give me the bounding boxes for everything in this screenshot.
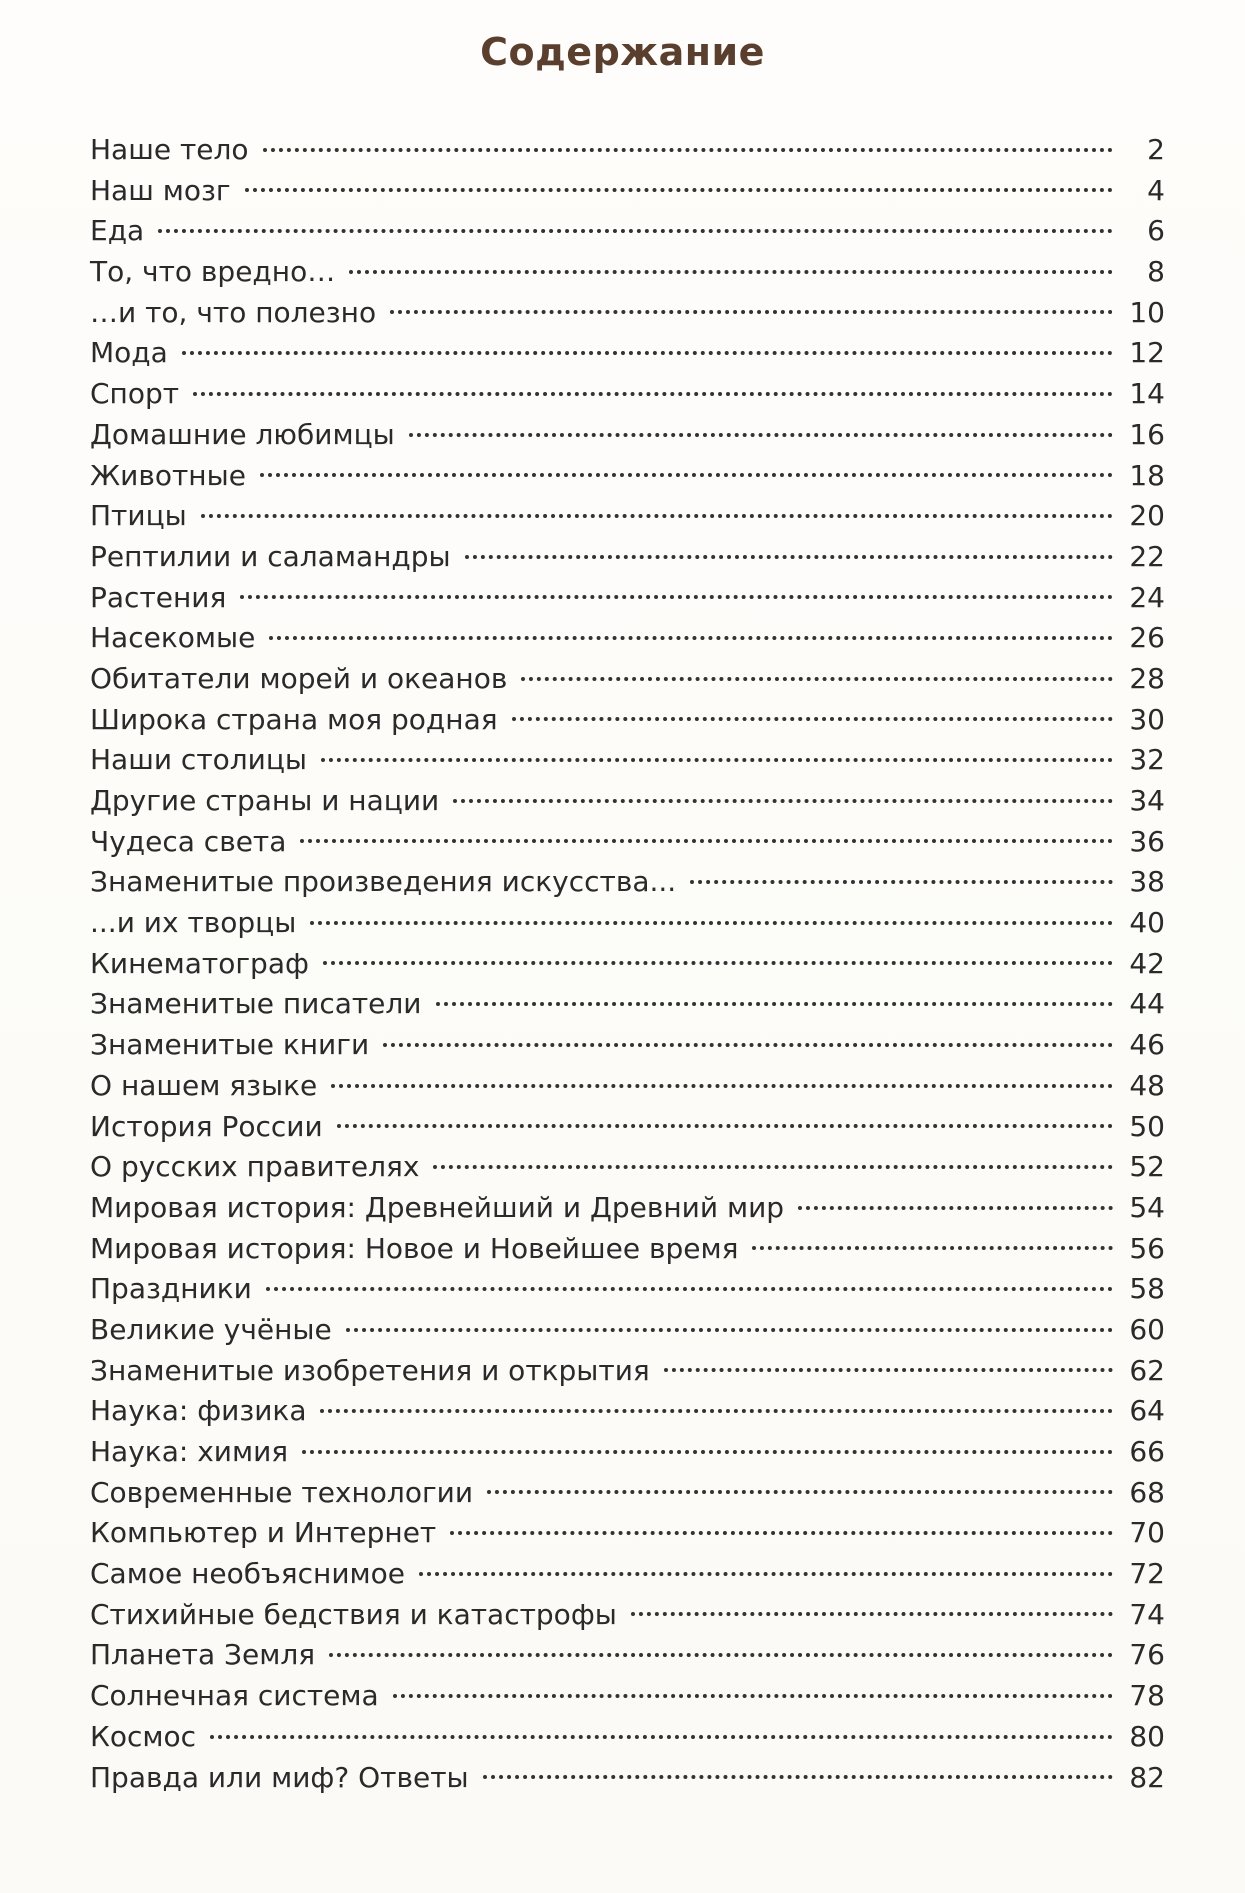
toc-entry-title: Наши столицы — [90, 743, 308, 777]
toc-entry-title: Знаменитые писатели — [90, 987, 422, 1021]
toc-entry — [90, 740, 1165, 781]
dot-leader — [383, 1043, 1113, 1047]
toc-entry-title: Мировая история: Древнейший и Древний мир — [90, 1190, 785, 1224]
toc-entry — [90, 333, 1165, 374]
toc-entry — [90, 1066, 1165, 1107]
toc-entry-page-number: 36 — [1129, 824, 1165, 858]
dot-leader — [512, 717, 1113, 721]
toc-entry-title: Другие страны и нации — [90, 784, 440, 817]
toc-entry-page-number: 8 — [1147, 255, 1165, 289]
toc-entry — [90, 944, 1165, 985]
toc-entry-title: Знаменитые книги — [90, 1028, 370, 1062]
toc-entry — [90, 781, 1165, 822]
toc-entry — [90, 374, 1165, 415]
toc-entry — [90, 1229, 1165, 1270]
dot-leader — [450, 1531, 1113, 1535]
toc-entry-page-number: 22 — [1129, 539, 1165, 573]
toc-entry-page-number: 18 — [1129, 458, 1165, 492]
toc-entry-page-number: 46 — [1129, 1028, 1165, 1062]
dot-leader — [433, 1165, 1113, 1169]
toc-entry-title: Стихийные бедствия и катастрофы — [90, 1597, 617, 1631]
toc-entry-title: Праздники — [90, 1272, 252, 1306]
toc-entry-page-number: 76 — [1129, 1638, 1165, 1672]
toc-entry-title: Планета Земля — [90, 1638, 316, 1672]
dot-leader — [337, 1124, 1113, 1128]
toc-entry-title: Мода — [90, 336, 168, 370]
dot-leader — [453, 799, 1113, 803]
toc-entry-page-number: 30 — [1129, 702, 1165, 736]
toc-entry — [90, 1595, 1165, 1636]
dot-leader — [483, 1775, 1113, 1779]
toc-entry-page-number: 70 — [1129, 1516, 1165, 1550]
toc-entry-page-number: 66 — [1129, 1435, 1165, 1468]
dot-leader — [201, 514, 1113, 518]
dot-leader — [210, 1735, 1113, 1739]
dot-leader — [323, 961, 1113, 965]
toc-entry — [90, 537, 1165, 578]
toc-entry-title: ...и их творцы — [90, 906, 297, 940]
toc-entry — [90, 496, 1165, 537]
dot-leader — [240, 595, 1113, 599]
toc-entry — [90, 415, 1165, 456]
toc-entry-title: Мировая история: Новое и Новейшее время — [90, 1231, 739, 1265]
dot-leader — [245, 188, 1113, 192]
dot-leader — [266, 1287, 1113, 1291]
dot-leader — [465, 555, 1113, 559]
toc-entry-page-number: 50 — [1129, 1109, 1165, 1143]
toc-entry — [90, 1758, 1165, 1799]
toc-entry-title: Компьютер и Интернет — [90, 1516, 437, 1550]
toc-entry-page-number: 64 — [1129, 1394, 1165, 1428]
dot-leader — [664, 1368, 1113, 1372]
toc-entry — [90, 700, 1165, 741]
toc-entry — [90, 903, 1165, 944]
toc-entry-page-number: 10 — [1129, 295, 1165, 329]
toc-entry-page-number: 68 — [1129, 1475, 1165, 1509]
toc-entry — [90, 984, 1165, 1025]
toc-entry-page-number: 40 — [1129, 906, 1165, 940]
toc-entry — [90, 1432, 1165, 1473]
toc-entry-page-number: 52 — [1129, 1150, 1165, 1184]
toc-entry-page-number: 20 — [1129, 499, 1165, 533]
toc-entry-title: История России — [90, 1109, 323, 1143]
toc-entry-title: Космос — [90, 1719, 197, 1753]
toc-entry — [90, 1351, 1165, 1392]
toc-entry — [90, 1147, 1165, 1188]
toc-entry-page-number: 26 — [1129, 621, 1165, 655]
dot-leader — [158, 229, 1113, 233]
toc-entry-title: Современные технологии — [90, 1475, 474, 1509]
toc-entry-page-number: 56 — [1129, 1231, 1165, 1265]
toc-entry — [90, 293, 1165, 334]
dot-leader — [302, 1450, 1113, 1454]
toc-entry-title: Наука: химия — [90, 1435, 289, 1468]
toc-entry — [90, 578, 1165, 619]
dot-leader — [390, 310, 1113, 314]
toc-entry-page-number: 34 — [1129, 784, 1165, 817]
dot-leader — [321, 758, 1113, 762]
toc-entry-title: Солнечная система — [90, 1679, 379, 1713]
toc-entry-page-number: 32 — [1129, 743, 1165, 777]
toc-entry-title: Рептилии и саламандры — [90, 539, 451, 573]
toc-entry — [90, 1717, 1165, 1758]
toc-entry — [90, 822, 1165, 863]
toc-entry-title: То, что вредно… — [90, 255, 336, 289]
toc-entry-page-number: 60 — [1129, 1312, 1165, 1346]
dot-leader — [690, 880, 1113, 884]
dot-leader — [320, 1409, 1113, 1413]
table-of-contents — [90, 130, 1165, 1798]
dot-leader — [260, 473, 1113, 477]
toc-entry-page-number: 38 — [1129, 865, 1165, 899]
toc-entry — [90, 659, 1165, 700]
toc-entry — [90, 252, 1165, 293]
toc-entry — [90, 1391, 1165, 1432]
dot-leader — [193, 392, 1113, 396]
toc-entry-title: Растения — [90, 580, 227, 614]
dot-leader — [631, 1612, 1113, 1616]
dot-leader — [300, 839, 1113, 843]
toc-entry-title: Чудеса света — [90, 824, 287, 858]
toc-entry-title: Животные — [90, 458, 246, 492]
toc-entry — [90, 171, 1165, 212]
toc-entry-page-number: 62 — [1129, 1353, 1165, 1387]
dot-leader — [393, 1694, 1113, 1698]
toc-entry — [90, 1310, 1165, 1351]
dot-leader — [409, 433, 1113, 437]
toc-entry-page-number: 14 — [1129, 377, 1165, 411]
toc-entry-title: Знаменитые произведения искусства... — [90, 865, 677, 899]
toc-entry-title: Домашние любимцы — [90, 417, 395, 451]
toc-entry-page-number: 58 — [1129, 1272, 1165, 1306]
toc-entry-title: Самое необъяснимое — [90, 1557, 406, 1591]
toc-entry — [90, 1513, 1165, 1554]
toc-entry — [90, 1269, 1165, 1310]
toc-entry — [90, 1107, 1165, 1148]
page-title: Содержание — [480, 30, 765, 74]
toc-entry — [90, 1473, 1165, 1514]
toc-entry-page-number: 12 — [1129, 336, 1165, 370]
toc-entry-title: Птицы — [90, 499, 187, 533]
dot-leader — [182, 351, 1113, 355]
toc-entry-page-number: 78 — [1129, 1679, 1165, 1713]
toc-entry-page-number: 28 — [1129, 661, 1165, 695]
toc-entry-page-number: 80 — [1129, 1719, 1165, 1753]
toc-entry-page-number: 82 — [1129, 1760, 1165, 1794]
toc-entry-title: Еда — [90, 214, 145, 248]
toc-entry-title: Спорт — [90, 377, 180, 411]
toc-entry-page-number: 16 — [1129, 417, 1165, 451]
toc-entry — [90, 862, 1165, 903]
toc-entry — [90, 130, 1165, 171]
toc-entry-title: Широка страна моя родная — [90, 702, 498, 736]
toc-entry-page-number: 2 — [1147, 133, 1165, 166]
toc-entry-page-number: 42 — [1129, 946, 1165, 980]
toc-entry-page-number: 4 — [1147, 173, 1165, 207]
toc-entry-page-number: 54 — [1129, 1190, 1165, 1224]
dot-leader — [269, 636, 1113, 640]
toc-entry-title: Обитатели морей и океанов — [90, 661, 508, 695]
toc-entry-page-number: 48 — [1129, 1068, 1165, 1102]
toc-entry-title: Насекомые — [90, 621, 256, 655]
dot-leader — [346, 1328, 1113, 1332]
dot-leader — [329, 1653, 1113, 1657]
toc-entry-title: Правда или миф? Ответы — [90, 1760, 469, 1794]
toc-entry-page-number: 72 — [1129, 1557, 1165, 1591]
dot-leader — [331, 1084, 1113, 1088]
dot-leader — [752, 1246, 1113, 1250]
toc-entry — [90, 1676, 1165, 1717]
dot-leader — [487, 1490, 1113, 1494]
toc-entry — [90, 211, 1165, 252]
dot-leader — [436, 1002, 1113, 1006]
toc-entry — [90, 1188, 1165, 1229]
toc-entry-page-number: 74 — [1129, 1597, 1165, 1631]
dot-leader — [419, 1572, 1113, 1576]
toc-entry-title: Кинематограф — [90, 946, 309, 980]
toc-entry-title: Наше тело — [90, 133, 249, 166]
toc-entry — [90, 1554, 1165, 1595]
toc-entry — [90, 1025, 1165, 1066]
dot-leader — [263, 148, 1113, 152]
toc-entry — [90, 618, 1165, 659]
dot-leader — [798, 1206, 1113, 1210]
toc-entry — [90, 456, 1165, 497]
toc-entry-title: Великие учёные — [90, 1312, 332, 1346]
dot-leader — [349, 270, 1113, 274]
toc-entry-title: Наука: физика — [90, 1394, 307, 1428]
toc-entry-title: …и то, что полезно — [90, 295, 377, 329]
toc-entry-title: Знаменитые изобретения и открытия — [90, 1353, 650, 1387]
toc-entry-page-number: 24 — [1129, 580, 1165, 614]
toc-entry-page-number: 44 — [1129, 987, 1165, 1021]
toc-entry-title: О русских правителях — [90, 1150, 420, 1184]
toc-entry-title: Наш мозг — [90, 173, 231, 207]
toc-entry-title: О нашем языке — [90, 1068, 318, 1102]
toc-entry — [90, 1635, 1165, 1676]
dot-leader — [310, 921, 1113, 925]
dot-leader — [521, 677, 1113, 681]
toc-entry-page-number: 6 — [1147, 214, 1165, 248]
